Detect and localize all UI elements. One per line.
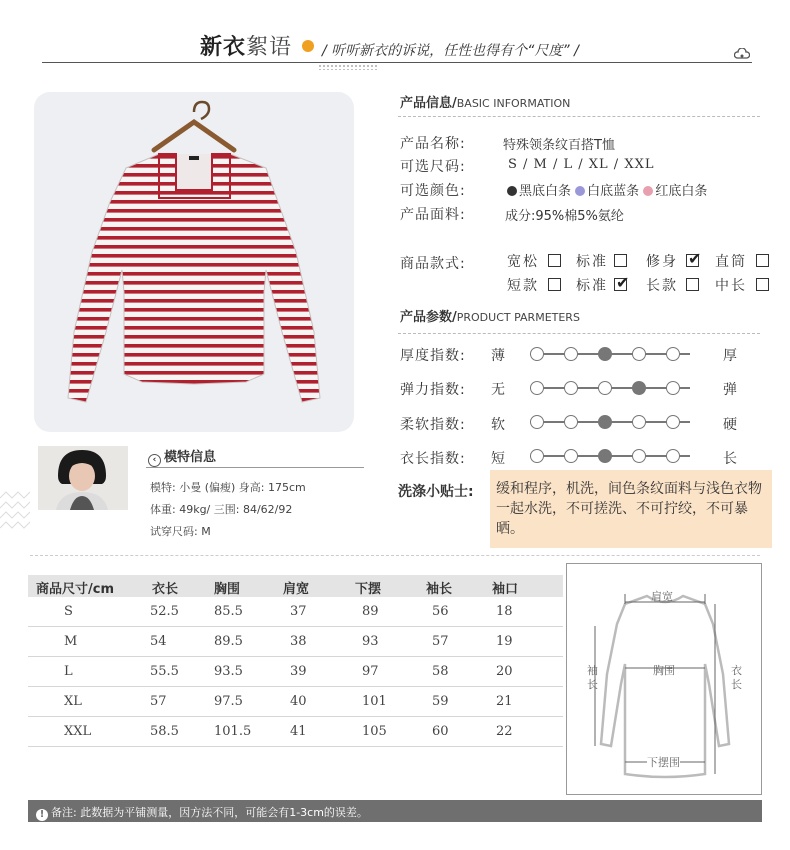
length-option-standard: 标准 (576, 278, 608, 294)
table-cell: S (64, 604, 73, 619)
basic-info-heading: 产品信息/BASIC INFORMATION (400, 96, 571, 111)
header (0, 0, 790, 80)
fit-option-standard: 标准 (576, 254, 608, 270)
table-cell: 18 (496, 604, 513, 619)
header-subtitle: / 听听新衣的诉说，任性也得有个“尺度” / (322, 43, 579, 59)
header-divider (42, 62, 752, 63)
scale-node (530, 415, 544, 429)
fabric-label: 产品面料: (400, 207, 466, 223)
table-cell: M (64, 634, 78, 649)
size-table (28, 575, 563, 747)
dot-pattern (318, 64, 378, 70)
table-cell: 56 (432, 604, 449, 619)
model-divider (146, 467, 364, 468)
elasticity-scale (530, 381, 690, 395)
footer-note-text: 备注: 此数据为平铺测量，因方法不同，可能会有1-3cm的误差。 (51, 806, 368, 819)
elasticity-max: 弹 (723, 382, 737, 398)
scale-node (530, 449, 544, 463)
model-info-heading: ‹ 模特信息 (148, 446, 216, 467)
color-blue-label: 白底蓝条 (587, 184, 640, 199)
cloud-icon (734, 48, 750, 60)
scale-node-selected (632, 381, 646, 395)
header-size: 商品尺寸/cm (36, 582, 115, 597)
model-portrait-image (38, 446, 128, 510)
thickness-scale (530, 347, 690, 361)
length-checkbox-mid[interactable] (756, 278, 769, 291)
header-length: 衣长 (152, 582, 179, 597)
washing-tip-text: 缓和程序，机洗，间色条纹面料与浅色衣物一起水洗，不可搓洗、不可拧绞，不可暴晒。 (490, 470, 772, 548)
table-cell: XXL (64, 724, 92, 739)
table-cell: 97.5 (214, 694, 243, 709)
scale-node (632, 449, 646, 463)
table-cell: 93.5 (214, 664, 243, 679)
table-cell: 20 (496, 664, 513, 679)
table-row (28, 597, 563, 627)
table-row (28, 657, 563, 687)
fit-checkbox-loose[interactable] (548, 254, 561, 267)
color-options-label: 可选颜色: (400, 183, 466, 199)
style-label: 商品款式: (400, 256, 466, 272)
model-stats-2: 体重: 49kg/ 三围: 84/62/92 (150, 503, 293, 516)
basic-info-divider (398, 116, 760, 117)
fit-option-loose: 宽松 (507, 254, 539, 270)
fit-checkbox-standard[interactable] (614, 254, 627, 267)
size-table-header (28, 575, 563, 597)
table-cell: 37 (290, 604, 307, 619)
length-index-max: 长 (723, 451, 737, 467)
color-options (507, 180, 707, 199)
scale-node (666, 347, 680, 361)
measurement-diagram (566, 563, 762, 795)
diagram-length-label: 衣长 (731, 664, 742, 691)
scale-node-selected (598, 347, 612, 361)
product-photo (34, 92, 354, 432)
table-cell: 39 (290, 664, 307, 679)
footer-note (28, 800, 762, 822)
table-row (28, 687, 563, 717)
table-cell: 97 (362, 664, 379, 679)
zigzag-decoration (0, 490, 30, 540)
table-cell: 22 (496, 724, 513, 739)
scale-node (530, 381, 544, 395)
orange-dot-icon (302, 40, 314, 52)
info-icon: ! (36, 809, 48, 821)
length-index-label: 衣长指数: (400, 451, 466, 467)
scale-node-selected (598, 415, 612, 429)
table-cell: 85.5 (214, 604, 243, 619)
scale-node (666, 415, 680, 429)
thickness-max: 厚 (723, 348, 737, 364)
table-cell: 101.5 (214, 724, 252, 739)
color-red-label: 红底白条 (655, 184, 708, 199)
scale-node (632, 347, 646, 361)
softness-min: 软 (491, 417, 505, 433)
length-option-short: 短款 (507, 278, 539, 294)
washing-tip-label: 洗涤小贴士: (398, 484, 474, 500)
header-title: 新衣絮语 (200, 34, 293, 60)
product-name-value: 特殊领条纹百搭T恤 (503, 138, 615, 153)
table-row (28, 717, 563, 747)
length-option-long: 长款 (646, 278, 678, 294)
scale-node (564, 449, 578, 463)
table-cell: 55.5 (150, 664, 179, 679)
model-stats-1: 模特: 小曼 (偏瘦) 身高: 175cm (150, 481, 306, 494)
scale-node (666, 381, 680, 395)
table-cell: 40 (290, 694, 307, 709)
table-cell: 105 (362, 724, 387, 739)
diagram-chest-label: 胸围 (653, 664, 675, 677)
scale-node (632, 415, 646, 429)
scale-node (530, 347, 544, 361)
elasticity-label: 弹力指数: (400, 382, 466, 398)
table-cell: 89.5 (214, 634, 243, 649)
table-cell: 19 (496, 634, 513, 649)
fit-option-straight: 直筒 (715, 254, 747, 270)
fabric-value: 成分:95%棉5%氨纶 (505, 209, 624, 224)
length-index-min: 短 (491, 451, 505, 467)
black-swatch-icon (507, 186, 517, 196)
table-row (28, 627, 563, 657)
table-cell: 60 (432, 724, 449, 739)
table-cell: 89 (362, 604, 379, 619)
size-options-value: S / M / L / XL / XXL (508, 157, 655, 172)
section-separator (30, 555, 760, 556)
checkmark-icon: ✔ (616, 273, 630, 292)
scale-node-selected (598, 449, 612, 463)
fit-option-slim: 修身 (646, 254, 678, 270)
scale-node (564, 415, 578, 429)
fit-checkbox-straight[interactable] (756, 254, 769, 267)
table-cell: 59 (432, 694, 449, 709)
length-checkbox-standard[interactable] (614, 273, 630, 292)
red-swatch-icon (643, 186, 653, 196)
diagram-shoulder-label: 肩宽 (651, 590, 673, 603)
table-cell: 54 (150, 634, 167, 649)
table-cell: 52.5 (150, 604, 179, 619)
header-hem: 下摆 (355, 582, 382, 597)
size-table-body (28, 597, 563, 747)
table-cell: 21 (496, 694, 513, 709)
diagram-hem-label: 下摆围 (647, 756, 680, 769)
color-black-label: 黑底白条 (519, 184, 572, 199)
scale-node (666, 449, 680, 463)
table-cell: XL (64, 694, 82, 709)
params-divider (398, 333, 760, 334)
length-index-scale (530, 449, 690, 463)
diagram-sleeve-label: 袖长 (587, 664, 598, 691)
blue-swatch-icon (575, 186, 585, 196)
table-cell: 57 (432, 634, 449, 649)
fit-checkbox-slim[interactable] (686, 249, 702, 268)
thickness-label: 厚度指数: (400, 348, 466, 364)
striped-shirt-image (34, 92, 354, 432)
header-sleeve: 袖长 (426, 582, 453, 597)
product-name-label: 产品名称: (400, 136, 466, 152)
scale-node (598, 381, 612, 395)
table-cell: L (64, 664, 73, 679)
checkmark-icon: ✔ (688, 249, 702, 268)
header-shoulder: 肩宽 (283, 582, 310, 597)
table-cell: 58 (432, 664, 449, 679)
thickness-min: 薄 (491, 348, 505, 364)
table-cell: 41 (290, 724, 307, 739)
header-chest: 胸围 (214, 582, 241, 597)
softness-max: 硬 (723, 417, 737, 433)
length-checkbox-long[interactable] (686, 278, 699, 291)
arrow-left-icon: ‹ (148, 454, 161, 467)
softness-scale (530, 415, 690, 429)
softness-label: 柔软指数: (400, 417, 466, 433)
table-cell: 101 (362, 694, 387, 709)
params-heading: 产品参数/PRODUCT PARMETERS (400, 310, 580, 325)
table-cell: 93 (362, 634, 379, 649)
model-fit-size: 试穿尺码: M (150, 525, 211, 538)
size-options-label: 可选尺码: (400, 159, 466, 175)
scale-node (564, 381, 578, 395)
length-checkbox-short[interactable] (548, 278, 561, 291)
model-photo (38, 446, 128, 510)
elasticity-min: 无 (491, 382, 505, 398)
header-cuff: 袖口 (492, 582, 519, 597)
length-option-mid: 中长 (715, 278, 747, 294)
table-cell: 58.5 (150, 724, 179, 739)
table-cell: 57 (150, 694, 167, 709)
table-cell: 38 (290, 634, 307, 649)
scale-node (564, 347, 578, 361)
